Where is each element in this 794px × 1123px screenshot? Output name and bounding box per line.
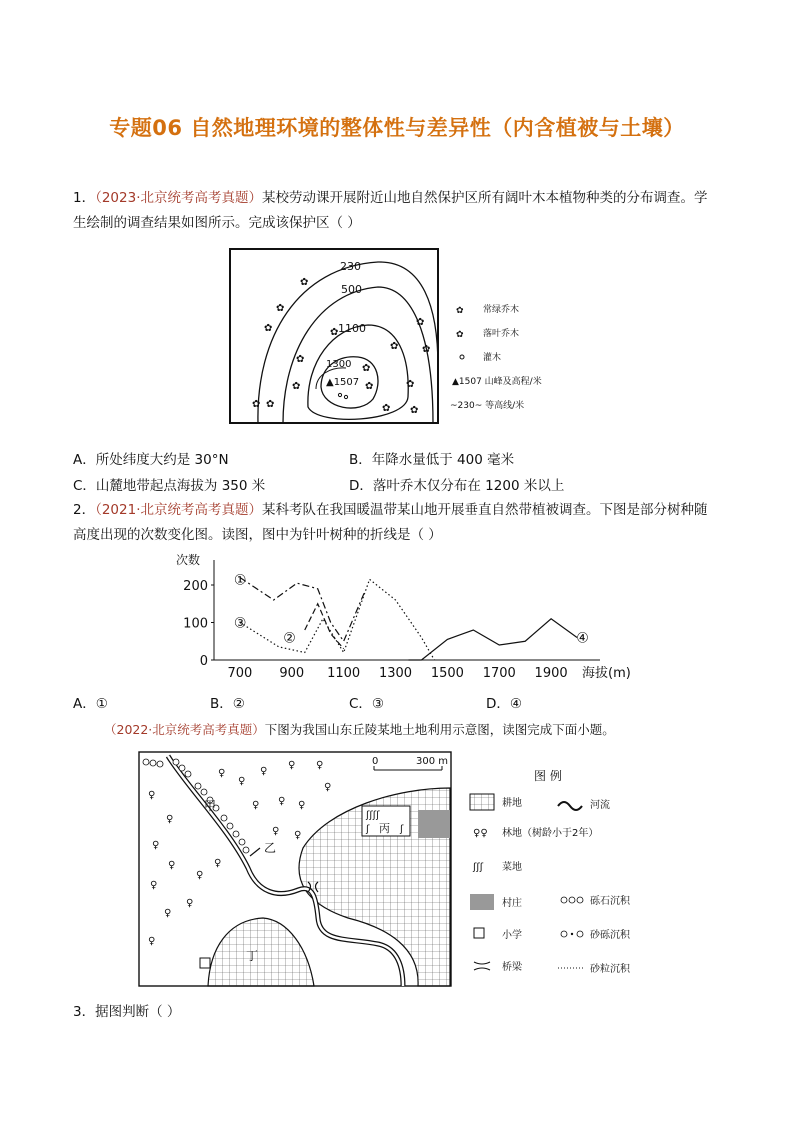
svg-text:✿: ✿ [382,403,391,414]
x-tick-label: 700 [227,666,253,681]
svg-text:✿: ✿ [422,344,431,355]
svg-text:ʃ: ʃ [366,824,370,835]
svg-text:♀: ♀ [252,800,260,811]
q3-source: （2022·北京统考高考真题） [104,722,265,737]
svg-text:♀: ♀ [218,768,226,779]
legend-school: 小学 [502,930,522,941]
y-axis-label: 次数 [176,553,201,567]
svg-text:✿: ✿ [330,327,339,338]
legend-contour: ~230~ 等高线/米 [450,401,525,411]
map-label-yi: 乙 [264,841,277,855]
svg-text:♀: ♀ [148,790,156,801]
x-tick-label: 1700 [482,666,516,681]
svg-text:♀: ♀ [288,760,296,771]
q1-option-c[interactable]: C．山麓地带起点海拔为 350 米 [73,478,266,494]
peak-label: ▲1507 [326,377,360,388]
legend-evergreen: 常绿乔木 [483,305,520,315]
legend-farmland: 耕地 [502,798,522,809]
q3-intro-text: 下图为我国山东丘陵某地土地利用示意图，读图完成下面小题。 [264,722,615,737]
question-3 [73,1000,723,1025]
svg-text:♀: ♀ [294,830,302,841]
map-label-jia: 甲 [204,799,217,813]
svg-text:ʃʃʃʃ: ʃʃʃʃ [366,810,380,821]
land-use-map [138,748,658,988]
svg-text:✿: ✿ [300,277,309,288]
svg-text:✿: ✿ [410,405,419,416]
svg-text:♀: ♀ [272,826,280,837]
svg-text:♀: ♀ [214,858,222,869]
q1-option-a[interactable]: A．所处纬度大约是 30°N [73,452,229,468]
svg-text:♀: ♀ [164,908,172,919]
series-line-3 [240,579,434,660]
map-legend-title: 图 例 [534,769,562,783]
q2-option-c[interactable]: C．③ [349,696,385,712]
legend-sand: 砂粒沉积 [590,964,630,975]
svg-text:✿: ✿ [296,354,305,365]
svg-text:♀: ♀ [150,880,158,891]
question-text: 据图判断（ ） [95,1004,181,1020]
svg-text:✿: ✿ [365,381,374,392]
svg-text:♀: ♀ [298,800,306,811]
question-text-line2: 高度出现的次数变化图。读图，图中为针叶树种的折线是（ ） [73,527,442,543]
question-text-line2: 生绘制的调查结果如图所示。完成该保护区（ ） [73,215,361,231]
q2-line-chart [170,552,640,682]
question-2 [73,498,723,548]
legend-shrub: 灌木 [483,353,502,363]
svg-text:✿: ✿ [456,330,464,340]
x-tick-label: 1500 [430,666,464,681]
legend-sandgravel: 砂砾沉积 [590,930,630,941]
svg-text:♀: ♀ [186,898,194,909]
svg-text:✿: ✿ [292,381,301,392]
q1-legend [450,303,542,411]
x-tick-label: 1100 [327,666,361,681]
legend-village: 村庄 [502,898,522,909]
legend-vegetable: 菜地 [502,862,522,873]
legend-peak: ▲1507 山峰及高程/米 [452,377,542,387]
map-label-bing: 丙 [379,822,390,835]
q2-option-a[interactable]: A．① [73,696,108,712]
svg-text:♀: ♀ [166,814,174,825]
map-label-ding: 丁 [246,949,259,963]
question-source: （2023·北京统考高考真题） [95,190,262,206]
svg-text:♀: ♀ [324,782,332,793]
question-text-line1: 某校劳动课开展附近山地自然保护区所有阔叶木本植物种类的分布调查。学 [262,190,708,206]
map-legend [470,794,631,975]
q3-intro [104,720,615,738]
svg-text:✿: ✿ [362,363,371,374]
contour-230: 230 [340,260,361,273]
svg-text:♀: ♀ [196,870,204,881]
x-tick-label: 900 [279,666,305,681]
y-tick-label: 100 [183,616,208,632]
svg-text:♀: ♀ [238,776,246,787]
svg-text:ʃ: ʃ [400,824,404,835]
legend-bridge: 桥梁 [502,962,522,973]
svg-text:♀: ♀ [316,760,324,771]
legend-gravel: 砾石沉积 [590,896,630,907]
svg-text:♀: ♀ [152,840,160,851]
svg-text:♀: ♀ [148,936,156,947]
y-tick-label: 0 [199,654,208,669]
q1-contour-figure [228,247,546,429]
scale-zero: 0 [372,756,379,767]
question-number: 1． [73,190,96,206]
svg-text:✿: ✿ [406,379,415,390]
contour-1300: 1300 [326,359,352,370]
svg-text:♀♀: ♀♀ [473,828,488,839]
scale-label: 300 m [416,756,449,767]
q1-option-d[interactable]: D．落叶乔木仅分布在 1200 米以上 [349,478,565,494]
question-number: 2． [73,502,96,518]
svg-text:✿: ✿ [416,317,425,328]
contour-500: 500 [341,283,362,296]
series-marker-4: ④ [576,630,589,647]
series-line-4 [408,619,577,660]
q1-option-b[interactable]: B．年降水量低于 400 毫米 [349,452,515,468]
q2-option-b[interactable]: B．② [210,696,245,712]
svg-text:✿: ✿ [390,341,399,352]
svg-text:ʃʃʃ: ʃʃʃ [473,862,484,873]
legend-deciduous: 落叶乔木 [483,329,520,339]
svg-text:✿: ✿ [264,323,273,334]
series-marker-1: ① [233,572,247,589]
svg-text:✿: ✿ [252,399,261,410]
question-source: （2021·北京统考高考真题） [95,502,262,518]
x-tick-label: 1300 [378,666,413,681]
question-number: 3． [73,1004,96,1020]
svg-text:♀: ♀ [278,796,286,807]
q2-option-d[interactable]: D．④ [486,696,522,712]
legend-river: 河流 [590,800,610,811]
x-tick-label: 1900 [534,666,568,681]
svg-text:✿: ✿ [456,306,464,316]
series-line-1 [240,578,364,642]
x-axis-label: 海拔(m) [582,666,631,681]
question-1 [73,186,723,236]
svg-text:♀: ♀ [168,860,176,871]
contour-1100: 1100 [338,322,366,335]
svg-text:✿: ✿ [276,303,285,314]
y-tick-label: 200 [183,579,208,594]
series-marker-2: ② [283,630,296,647]
question-text-line1: 某科考队在我国暖温带某山地开展垂直自然带植被调查。下图是部分树种随 [262,502,708,518]
series-marker-3: ③ [233,615,247,632]
legend-forest: 林地（树龄小于2年） [502,828,599,839]
svg-text:✿: ✿ [266,399,275,410]
page-title: 专题06 自然地理环境的整体性与差异性（内含植被与土壤） [109,116,685,140]
svg-text:♀: ♀ [260,766,268,777]
